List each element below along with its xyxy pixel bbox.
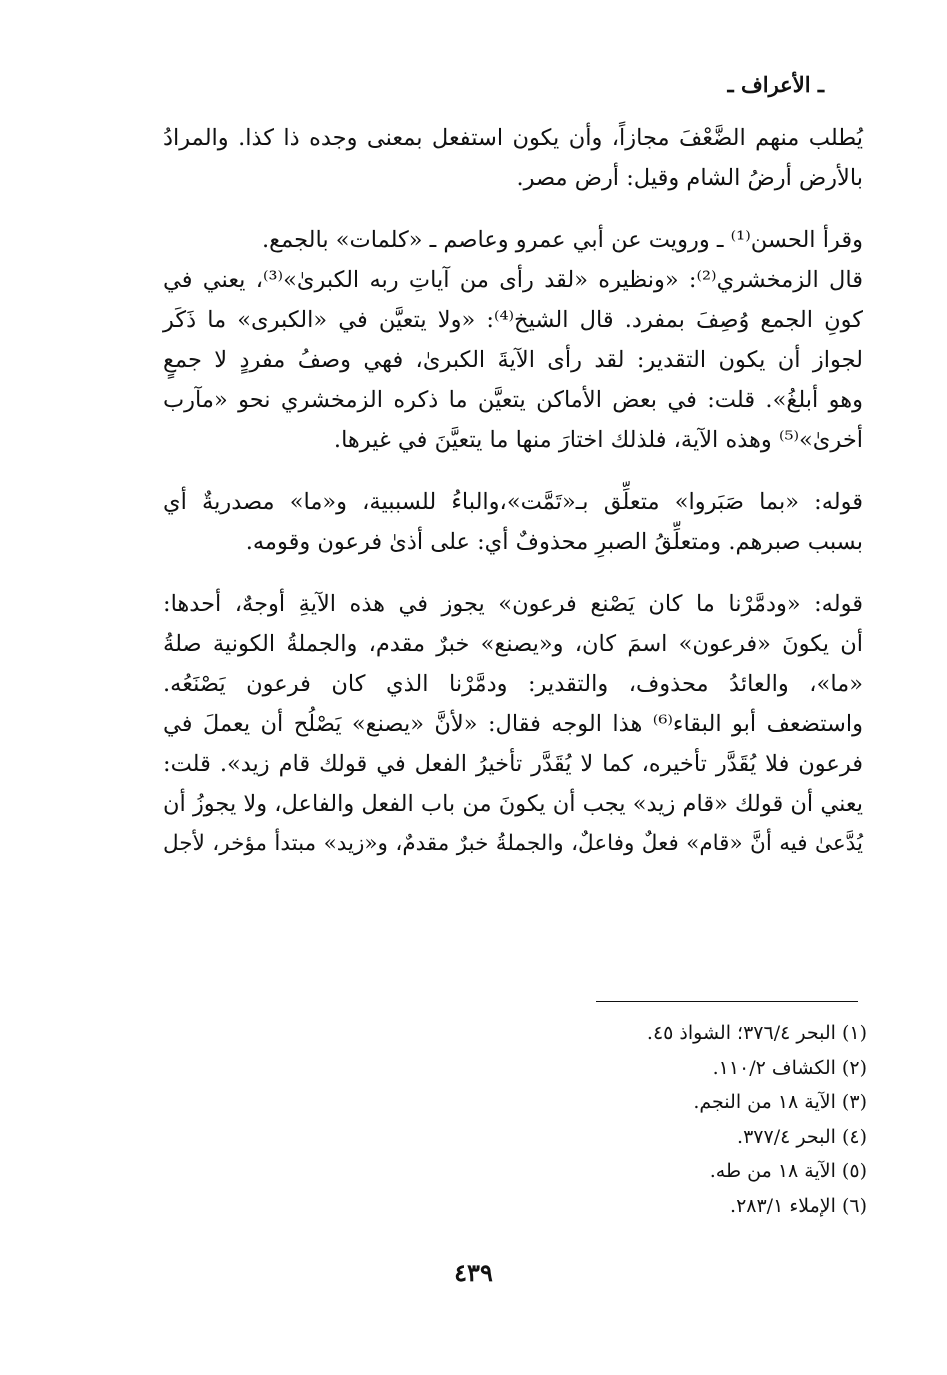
text-line: يُدَّعىٰ فيه أنَّ «قام» فعلٌ وفاعلٌ، والجملةُ خبرٌ مقدمٌ، و«زيد» مبتدأ مؤخر، لأجل (163, 831, 863, 856)
text-line: فرعون فلا يُقَدَّر تأخيره، كما لا يُقَدَّر تأخيرُ الفعل في قولك قام زيد». قلت: (163, 751, 863, 777)
footnote-2: (٢) الكشاف ١١٠/٢. (712, 1056, 867, 1079)
text-line: يُطلب منهم الضَّعْفَ مجازاً، وأن يكون استفعل بمعنى وجده ذا كذا. والمرادُ (163, 125, 863, 151)
running-header: ـ الأعراف ـ (727, 72, 824, 97)
text-line: أن يكونَ «فرعون» اسمَ كان، و«يصنع» خبرٌ مقدم، والجملةُ الكونية صلةُ (163, 631, 863, 657)
text-line: وهو أبلغُ». قلت: في بعض الأماكن يتعيَّن ما ذكره الزمخشري نحو «مآرب (163, 387, 863, 413)
footnote-6: (٦) الإملاء ٢٨٣/١. (730, 1194, 867, 1217)
paragraph-2 (163, 220, 863, 460)
text-line: لجواز أن يكون التقدير: لقد رأى الآيةَ الكبرىٰ، فهي وصفُ مفردٍ لا جمعٍ (163, 347, 863, 373)
footnote-5: (٥) الآية ١٨ من طه. (709, 1160, 867, 1182)
text-line: كونِ الجمع وُصِفَ بمفرد. قال الشيخ⁽⁴⁾: «ولا يتعيَّن في «الكبرى» ما ذَكَر (163, 307, 863, 333)
main-text (163, 118, 863, 886)
paragraph-1 (163, 118, 863, 198)
text-line: يعني أن قولك «قام زيد» يجب أن يكونَ من باب الفعل والفاعل، ولا يجوزُ أن (163, 791, 863, 817)
text-line: وقرأ الحسن⁽¹⁾ ـ ورويت عن أبي عمرو وعاصم ـ «كلمات» بالجمع. (262, 227, 863, 253)
footnote-3: (٣) الآية ١٨ من النجم. (693, 1091, 867, 1113)
footnote-separator (596, 1001, 858, 1002)
text-line: قال الزمخشري⁽²⁾: «ونظيره «لقد رأى من آياتِ ربه الكبرىٰ»⁽³⁾، يعني في (163, 267, 863, 293)
paragraph-3 (163, 482, 863, 562)
text-line: قوله: «ودمَّرْنا ما كان يَصْنع فرعون» يجوز في هذه الآيةِ أوجهٌ، أحدها: (163, 591, 863, 617)
text-line: «ما»، والعائدُ محذوف، والتقدير: ودمَّرْنا الذي كان فرعون يَصْنَعُه. (163, 671, 863, 697)
footnote-1: (١) البحر ٣٧٦/٤؛ الشواذ ٤٥. (646, 1022, 867, 1044)
text-line: بالأرض أرضُ الشام وقيل: أرض مصر. (516, 165, 863, 191)
footnote-4: (٤) البحر ٣٧٧/٤. (737, 1125, 867, 1148)
page-number: ٤٣٩ (454, 1258, 493, 1287)
paragraph-4 (163, 584, 863, 864)
text-line: بسبب صبرهم. ومتعلِّقُ الصبرِ محذوفٌ أي: على أذىٰ فرعون وقومه. (245, 529, 863, 555)
text-line: قوله: «بما صَبَروا» متعلِّق بـ«تَمَّت»،والباءُ للسببية، و«ما» مصدريةٌ أي (163, 489, 863, 515)
text-line: واستضعف أبو البقاء⁽⁶⁾ هذا الوجه فقال: «لأنَّ «يصنع» يَصْلُح أن يعملَ في (163, 711, 863, 737)
text-line: أخرىٰ»⁽⁵⁾ وهذه الآية، فلذلك اختارَ منها ما يتعيَّنَ في غيرها. (333, 427, 863, 453)
footnotes (447, 1016, 867, 1223)
